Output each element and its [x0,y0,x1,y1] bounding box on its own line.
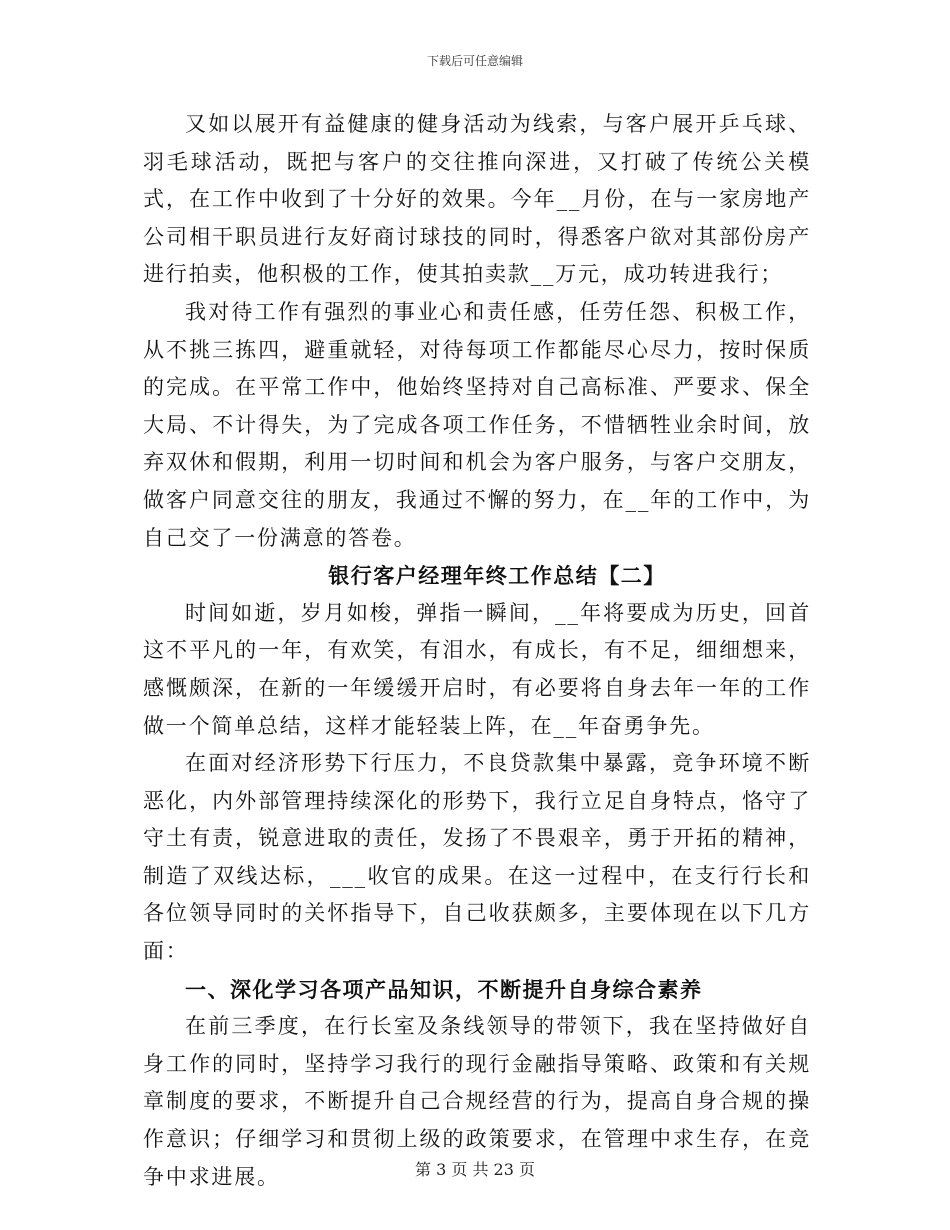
paragraph-3: 时间如逝，岁月如梭，弹指一瞬间，__年将要成为历史，回首这不平凡的一年，有欢笑，有泪水，有成长，有不足，细细想来，感慨颇深，在新的一年缓缓开启时，有必要将自身去年一年的工作做一个简单总结，这样才能轻装上阵，在__年奋勇争先。 [143,600,811,738]
page-footer: 第 3 页 共 23 页 [415,1160,535,1179]
paragraph-1: 又如以展开有益健康的健身活动为线索，与客户展开乒乓球、羽毛球活动，既把与客户的交往推向深进，又打破了传统公关模式，在工作中收到了十分好的效果。今年__月份，在与一家房地产公司相干职员进行友好商讨球技的同时，得悉客户欲对其部份房产进行拍卖，他积极的工作，使其拍卖款__万元，成功转进我行； [143,112,811,287]
sub-section-title: 一、深化学习各项产品知识，不断提升自身综合素养 [185,976,703,1002]
paragraph-5: 在前三季度，在行长室及条线领导的带领下，我在坚持做好自身工作的同时，坚持学习我行的现行金融指导策略、政策和有关规章制度的要求，不断提升自己合规经营的行为，提高自身合规的操作意识；仔细学习和贯彻上级的政策要求，在管理中求生存，在竞争中求进展。 [143,1014,811,1189]
section-title: 银行客户经理年终工作总结【二】 [328,563,666,589]
paragraph-4: 在面对经济形势下行压力，不良贷款集中暴露，竞争环境不断恶化，内外部管理持续深化的形势下，我行立足自身特点，恪守了守土有责，锐意进取的责任，发扬了不畏艰辛，勇于开拓的精神，制造了双线达标，___收官的成果。在这一过程中，在支行行长和各位领导同时的关怀指导下，自己收获颇多，主要体现在以下几方面： [143,751,811,964]
document-body [143,106,811,1196]
paragraph-2: 我对待工作有强烈的事业心和责任感，任劳任怨、积极工作，从不挑三拣四，避重就轻，对待每项工作都能尽心尽力，按时保质的完成。在平常工作中，他始终坚持对自己高标准、严要求、保全大局、不计得失，为了完成各项工作任务，不惜牺牲业余时间，放弃双休和假期，利用一切时间和机会为客户服务，与客户交朋友，做客户同意交往的朋友，我通过不懈的努力，在__年的工作中，为自己交了一份满意的答卷。 [143,299,811,550]
header-note: 下载后可任意编辑 [426,54,523,68]
